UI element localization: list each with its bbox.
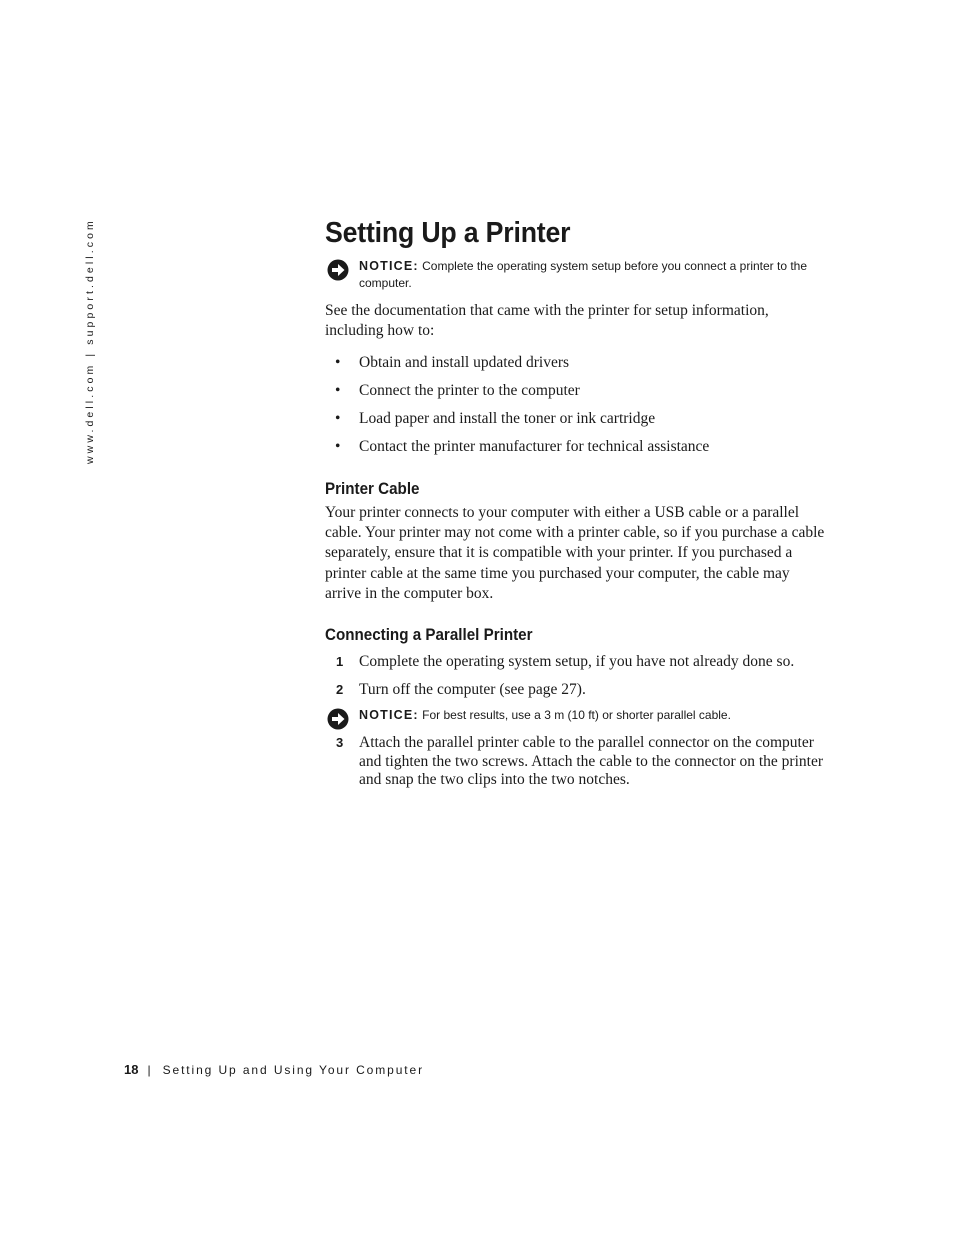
bullet-glyph: • xyxy=(335,381,341,399)
notice-text: For best results, use a 3 m (10 ft) or shorter parallel cable. xyxy=(422,708,731,723)
side-url: www.dell.com | support.dell.com xyxy=(84,218,96,464)
step-item xyxy=(325,653,825,672)
footer-section-title: Setting Up and Using Your Computer xyxy=(162,1063,424,1077)
intro-paragraph: See the documentation that came with the printer for setup information, including how to: xyxy=(325,302,769,340)
notice-arrow-icon xyxy=(327,708,349,730)
notice-box xyxy=(325,707,825,724)
list-item xyxy=(325,409,825,437)
list-item xyxy=(325,353,825,381)
step-item xyxy=(325,734,825,790)
bullet-list xyxy=(325,353,825,466)
step-text: Complete the operating system setup, if you have not already done so. xyxy=(359,653,795,671)
notice-label: NOTICE: xyxy=(359,708,419,723)
notice-text: Complete the operating system setup before you connect a printer to the computer. xyxy=(359,259,808,290)
bullet-glyph: • xyxy=(335,438,341,456)
main-content xyxy=(325,214,825,790)
notice-label: NOTICE: xyxy=(359,259,419,273)
steps-list xyxy=(325,734,825,790)
footer-separator: | xyxy=(147,1063,151,1077)
bullet-glyph: • xyxy=(335,410,341,428)
list-item xyxy=(325,437,825,465)
step-item xyxy=(325,681,825,700)
page-footer xyxy=(124,1062,424,1077)
list-item-text: Obtain and install updated drivers xyxy=(359,353,570,371)
list-item-text: Contact the printer manufacturer for technical assistance xyxy=(359,438,710,456)
list-item-text: Connect the printer to the computer xyxy=(359,381,580,399)
list-item-text: Load paper and install the toner or ink cartridge xyxy=(359,410,656,428)
step-number: 1 xyxy=(336,654,344,670)
section-heading: Printer Cable xyxy=(325,479,420,498)
step-number: 3 xyxy=(336,735,344,751)
step-number: 2 xyxy=(336,681,344,697)
bullet-glyph: • xyxy=(335,353,341,371)
steps-list xyxy=(325,653,825,699)
page-number: 18 xyxy=(124,1062,139,1077)
notice-arrow-icon xyxy=(327,259,349,281)
list-item xyxy=(325,381,825,409)
page-title: Setting Up a Printer xyxy=(325,217,571,249)
notice-box xyxy=(325,258,825,292)
step-text: Turn off the computer (see page 27). xyxy=(359,680,586,698)
step-text: Attach the parallel printer cable to the parallel connector on the computer and tighten the two screws. Attach the cable to the connector on the printer and snap the two clips into the two notches. xyxy=(359,734,823,789)
section-heading: Connecting a Parallel Printer xyxy=(325,626,533,645)
printer-cable-paragraph: Your printer connects to your computer with either a USB cable or a parallel cable. Your printer may not come with a printer cable, so if you purchase a cable separately, ensure that it is compatible with your printer. If you purchased a printer cable at the same time you purchased your computer, the cable may arrive in the computer box. xyxy=(325,503,825,602)
